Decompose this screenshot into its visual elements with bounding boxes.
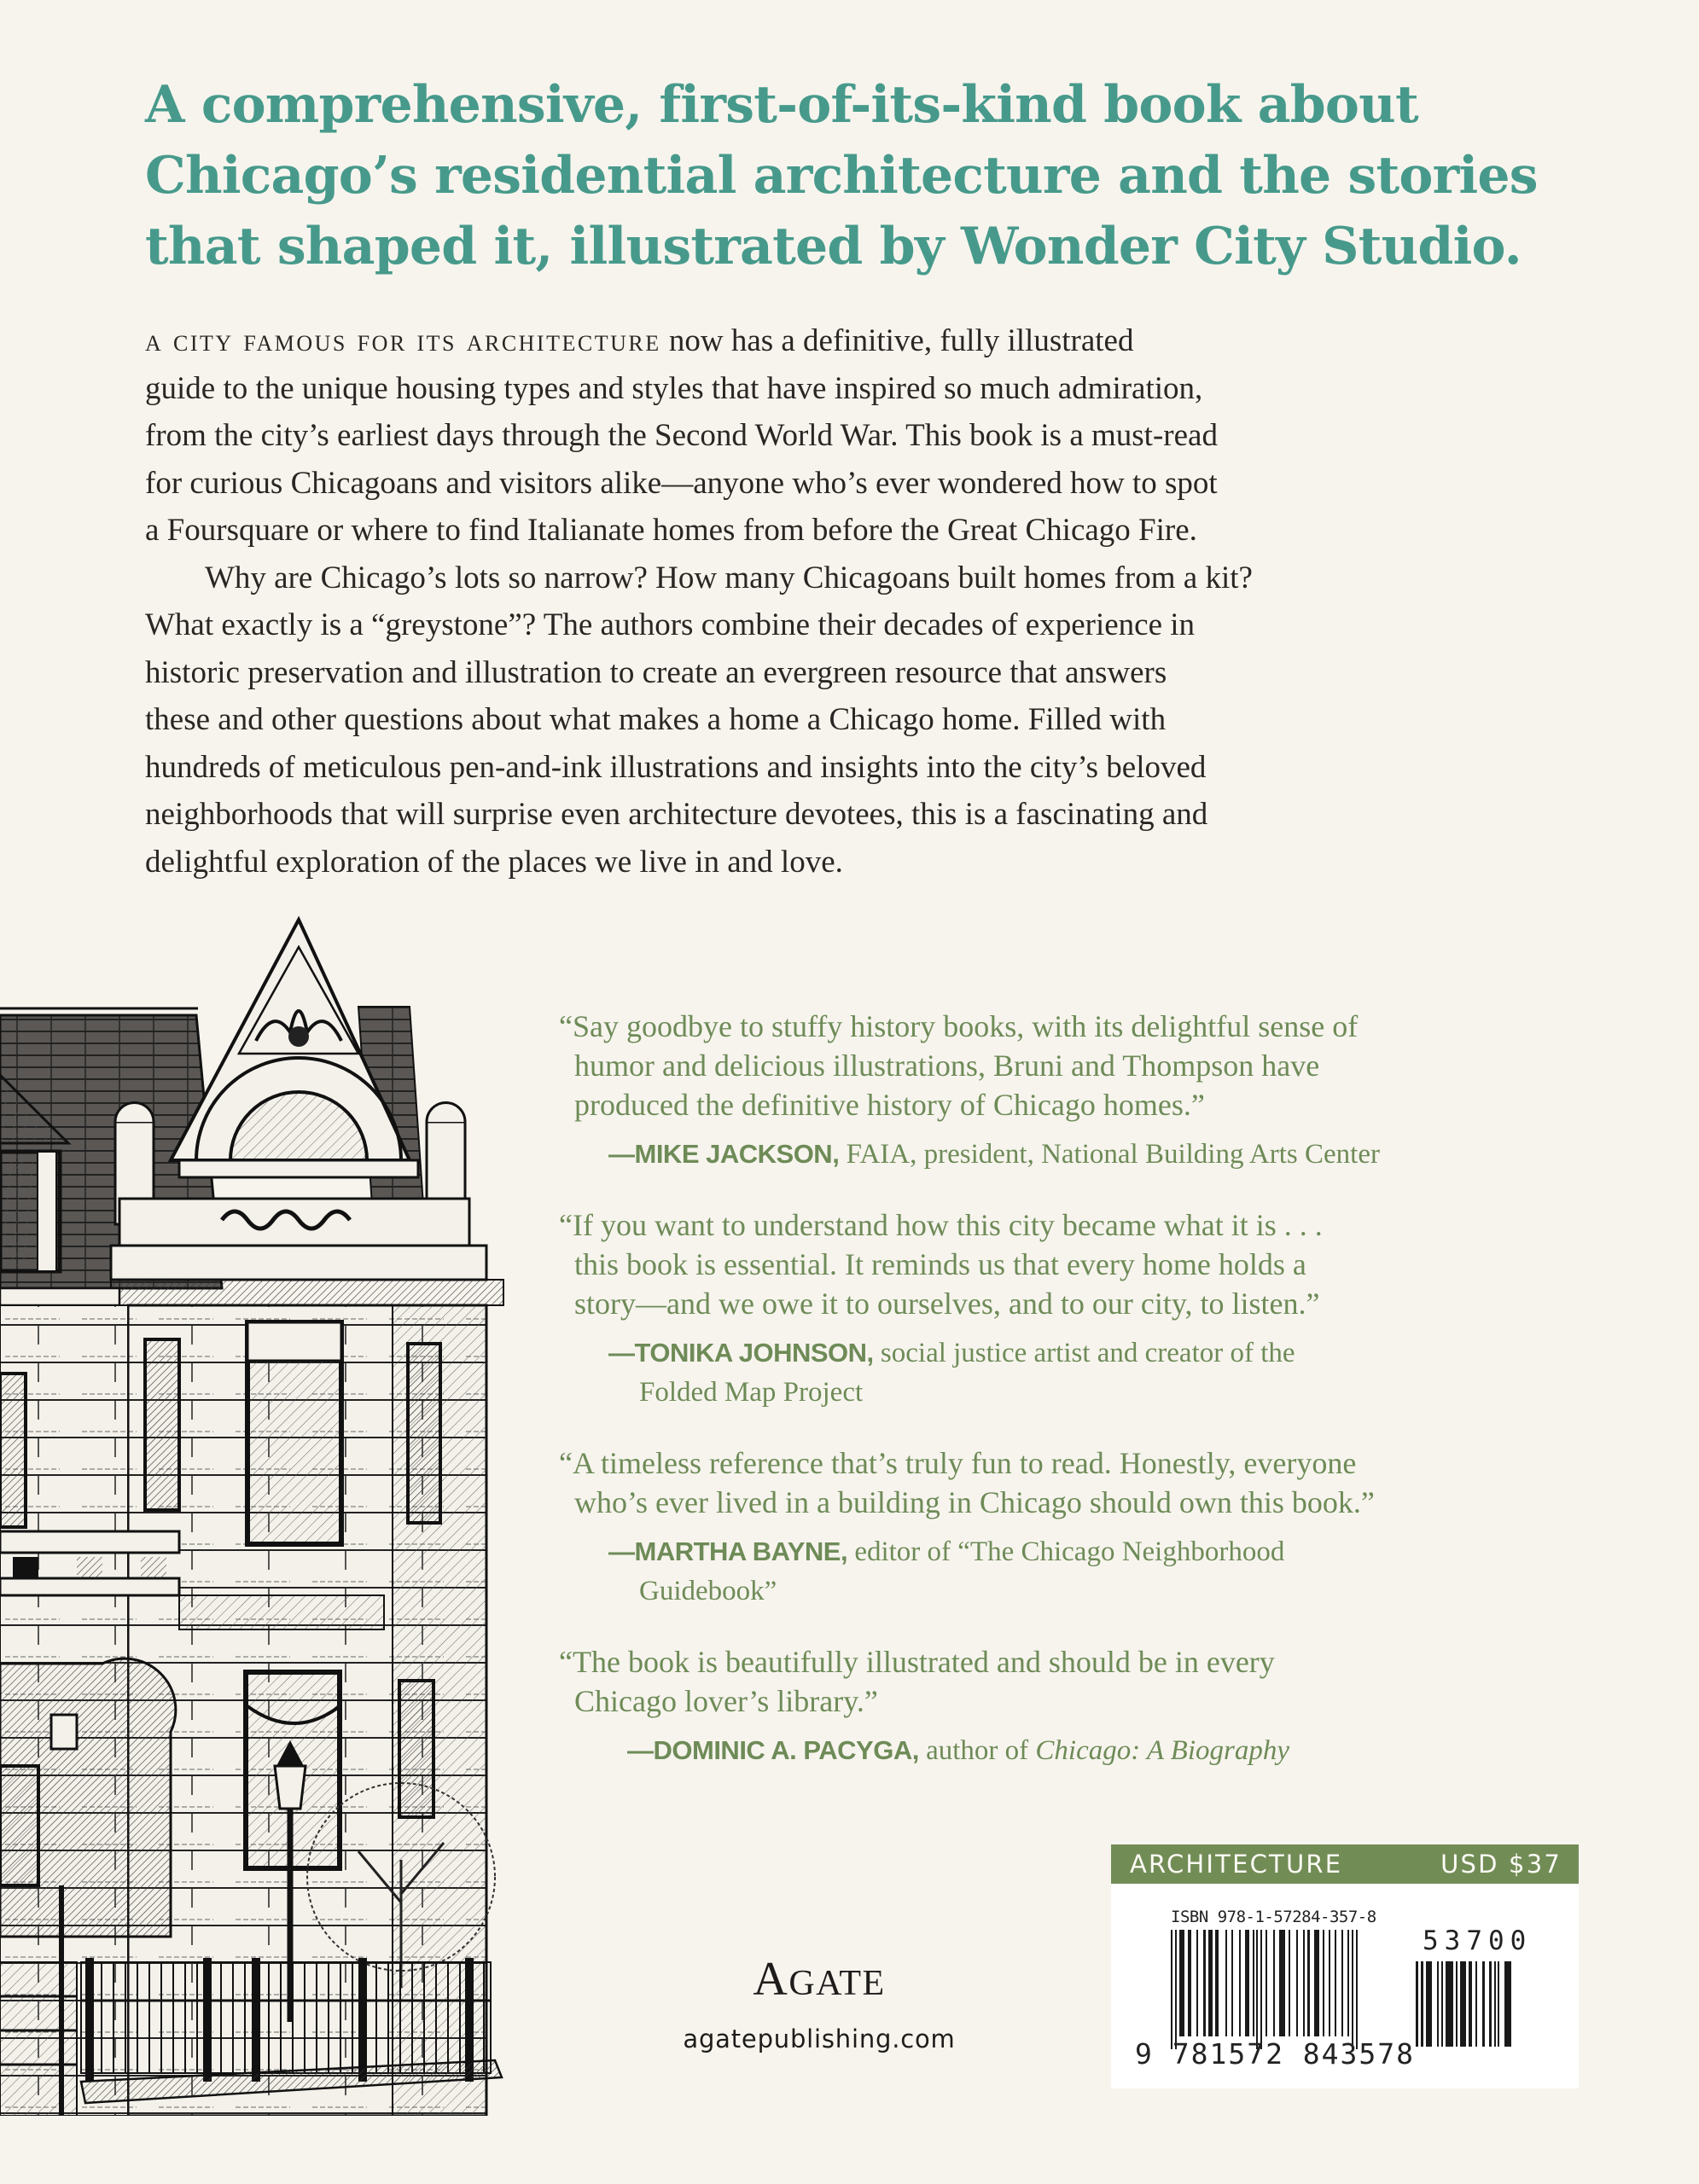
attribution: [559, 1532, 1498, 1611]
quote-line: story—and we owe it to ourselves, and to our city, to listen.”: [574, 1287, 1320, 1321]
author-title: editor of “The Chicago Neighborhood: [847, 1536, 1285, 1567]
category-price-band: [1111, 1844, 1579, 1884]
author-title: social justice artist and creator of the: [873, 1338, 1295, 1368]
testimonial: [559, 1642, 1498, 1770]
quote-line: “If you want to understand how this city became what it is . . .: [559, 1208, 1323, 1242]
isbn-label: ISBN 978-1-57284-357-8: [1171, 1908, 1376, 1926]
testimonials: [559, 1007, 1498, 1802]
book-title: Chicago: A Biography: [1035, 1735, 1289, 1766]
headline: [145, 70, 1538, 282]
testimonial: [559, 1443, 1498, 1611]
author-name: —DOMINIC A. PACYGA,: [627, 1735, 919, 1765]
description-paragraph-1: a city famous for its architecture now has a definitive, fully illustrated guide to the unique housing types and styles that have inspired so much admiration, from the city’s earliest days through the Second World War. This book is a must-read for curious Chicagoans and visitors alike—anyone who’s ever wondered how to spot a Foursquare or where to find Italianate homes from before the Great Chicago Fire.: [145, 323, 1218, 548]
author-name: —MIKE JACKSON,: [608, 1139, 840, 1169]
author-title: Guidebook”: [639, 1576, 777, 1606]
price-addon-digits: 53700: [1423, 1926, 1533, 1956]
description: [145, 317, 1493, 886]
barcode-panel: [1111, 1844, 1579, 2088]
publisher-url: agatepublishing.com: [683, 2024, 956, 2053]
building-illustration: [0, 913, 512, 2116]
attribution: [559, 1333, 1498, 1412]
category-label: ARCHITECTURE: [1130, 1850, 1343, 1879]
testimonial: [559, 1007, 1498, 1174]
quote-line: “A timeless reference that’s truly fun to read. Honestly, everyone: [559, 1446, 1357, 1480]
quote-line: humor and delicious illustrations, Bruni and Thompson have: [574, 1048, 1320, 1083]
attribution: —DOMINIC A. PACYGA, author of Chicago: A Biography: [627, 1735, 1289, 1766]
quote-line: “The book is beautifully illustrated and should be in every: [559, 1645, 1275, 1679]
agate-logo: AGATE: [753, 1953, 886, 2006]
ean-digits: 9 781572 843578: [1135, 2037, 1416, 2071]
description-paragraph-2: Why are Chicago’s lots so narrow? How many Chicagoans built homes from a kit? What exactly is a “greystone”? The authors combine their decades of experience in historic preservation and illustration to create an evergreen resource that answers these and other questions about what makes a home a Chicago home. Filled with hundreds of meticulous pen-and-ink illustrations and insights into the city’s beloved neighborhoods that will surprise even architecture devotees, this is a fascinating and delightful exploration of the places we live in and love.: [145, 560, 1253, 880]
addon-barcode-icon: [1416, 1961, 1527, 2047]
lead-in-smallcaps: a city famous for its architecture: [145, 323, 661, 358]
publisher: [649, 1954, 990, 2053]
author-title: FAIA, president, National Building Arts Center: [839, 1139, 1380, 1170]
quote-line: who’s ever lived in a building in Chicago should own this book.”: [574, 1485, 1375, 1519]
quote-line: Chicago lover’s library.”: [574, 1684, 878, 1718]
greystone-building-icon: [0, 913, 512, 2116]
attribution: [559, 1135, 1498, 1174]
author-name: —MARTHA BAYNE,: [608, 1536, 848, 1566]
price-label: USD $37: [1440, 1850, 1562, 1879]
headline-line: Chicago’s residential architecture and the stories: [145, 146, 1538, 206]
author-name: —TONIKA JOHNSON,: [608, 1338, 874, 1368]
ean-barcode-icon: [1171, 1930, 1397, 2049]
headline-line: that shaped it, illustrated by Wonder City Studio.: [145, 217, 1522, 276]
testimonial: [559, 1205, 1498, 1412]
headline-line: A comprehensive, first-of-its-kind book about: [145, 75, 1418, 135]
quote-line: “Say goodbye to stuffy history books, with its delightful sense of: [559, 1009, 1359, 1043]
quote-line: this book is essential. It reminds us that every home holds a: [574, 1247, 1306, 1281]
author-title: Folded Map Project: [639, 1377, 864, 1408]
quote-line: produced the definitive history of Chicago homes.”: [574, 1088, 1205, 1122]
